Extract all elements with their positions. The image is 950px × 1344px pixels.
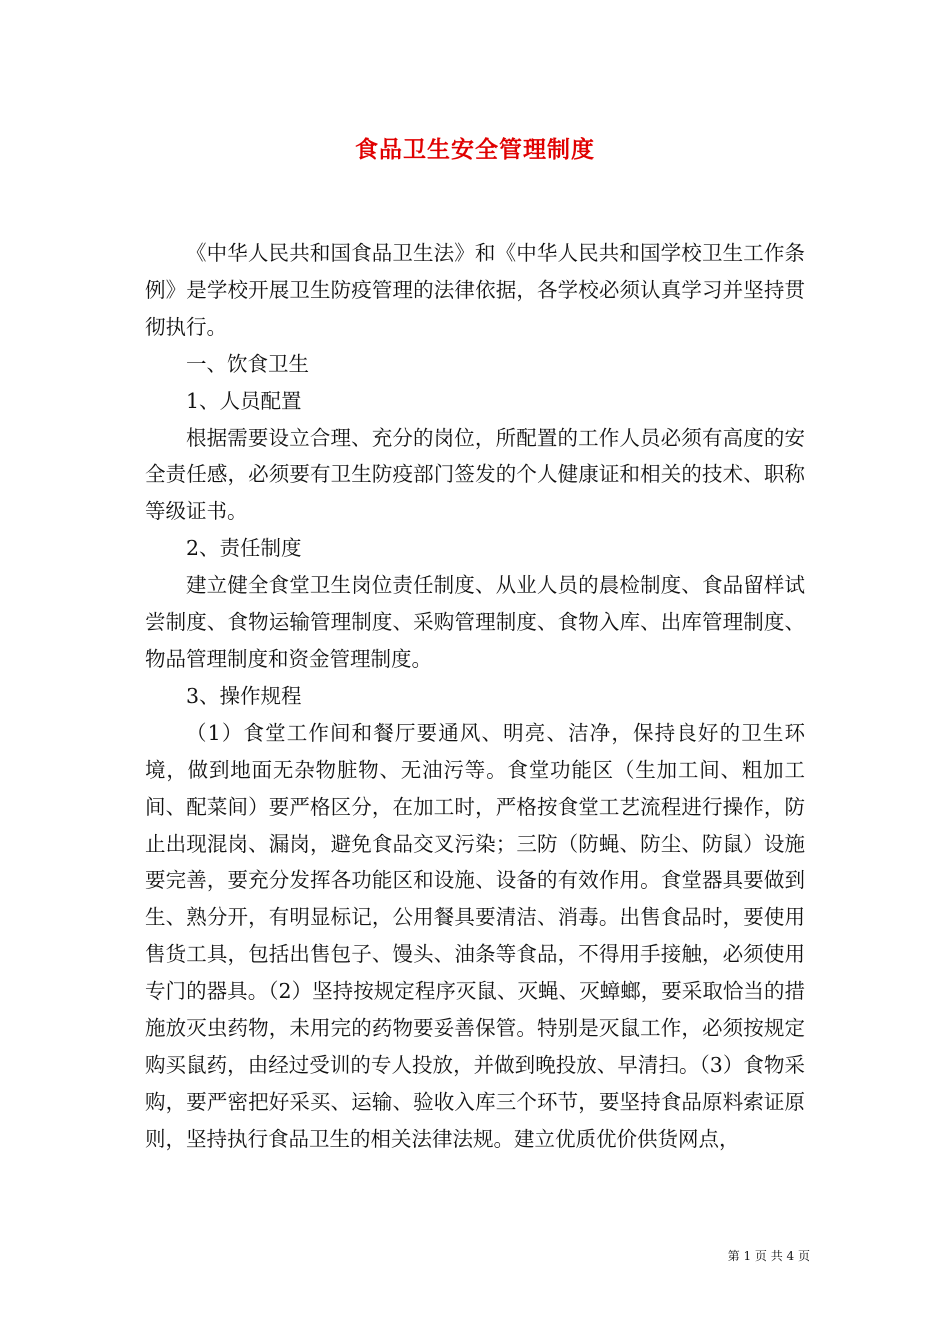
- paragraph-staffing: 根据需要设立合理、充分的岗位，所配置的工作人员必须有高度的安全责任感，必须要有卫生防疫部门签发的个人健康证和相关的技术、职称等级证书。: [145, 425, 805, 524]
- paragraph-responsibility: 建立健全食堂卫生岗位责任制度、从业人员的晨检制度、食品留样试尝制度、食物运输管理制度、采购管理制度、食物入库、出库管理制度、物品管理制度和资金管理制度。: [145, 573, 805, 671]
- heading-responsibility: 2、责任制度: [186, 536, 302, 561]
- document-title: 食品卫生安全管理制度: [355, 136, 595, 163]
- paragraph-procedures: （1）食堂工作间和餐厅要通风、明亮、洁净，保持良好的卫生环境，做到地面无杂物脏物、无油污等。食堂功能区（生加工间、粗加工间、配菜间）要严格区分，在加工时，严格按食堂工艺流程进行操作，防止出现混岗、漏岗，避免食品交叉污染；三防（防蝇、防尘、防鼠）设施要完善，要充分发挥各功能区和设施、设备的有效作用。食堂器具要做到生、熟分开，有明显标记，公用餐具要清洁、消毒。出售食品时，要使用售货工具，包括出售包子、馒头、油条等食品，不得用手接触，必须使用专门的器具。（2）坚持按规定程序灭鼠、灭蝇、灭蟑螂，要采取恰当的措施放灭虫药物，未用完的药物要妥善保管。特别是灭鼠工作，必须按规定购买鼠药，由经过受训的专人投放，并做到晚投放、早清扫。（3）食物采购，要严密把好采买、运输、验收入库三个环节，要坚持食品原料索证原则，坚持执行食品卫生的相关法律法规。建立优质优价供货网点，: [145, 720, 805, 1151]
- page-footer: [690, 1247, 810, 1265]
- heading-procedures: 3、操作规程: [186, 683, 302, 708]
- page-number: 第 1 页 共 4 页: [727, 1249, 810, 1263]
- heading-staffing: 1、人员配置: [186, 388, 302, 413]
- paragraph-intro: 《中华人民共和国食品卫生法》和《中华人民共和国学校卫生工作条例》是学校开展卫生防疫管理的法律依据，各学校必须认真学习并坚持贯彻执行。: [145, 241, 805, 339]
- document-body: [145, 235, 805, 1158]
- heading-section-1: 一、饮食卫生: [186, 351, 309, 376]
